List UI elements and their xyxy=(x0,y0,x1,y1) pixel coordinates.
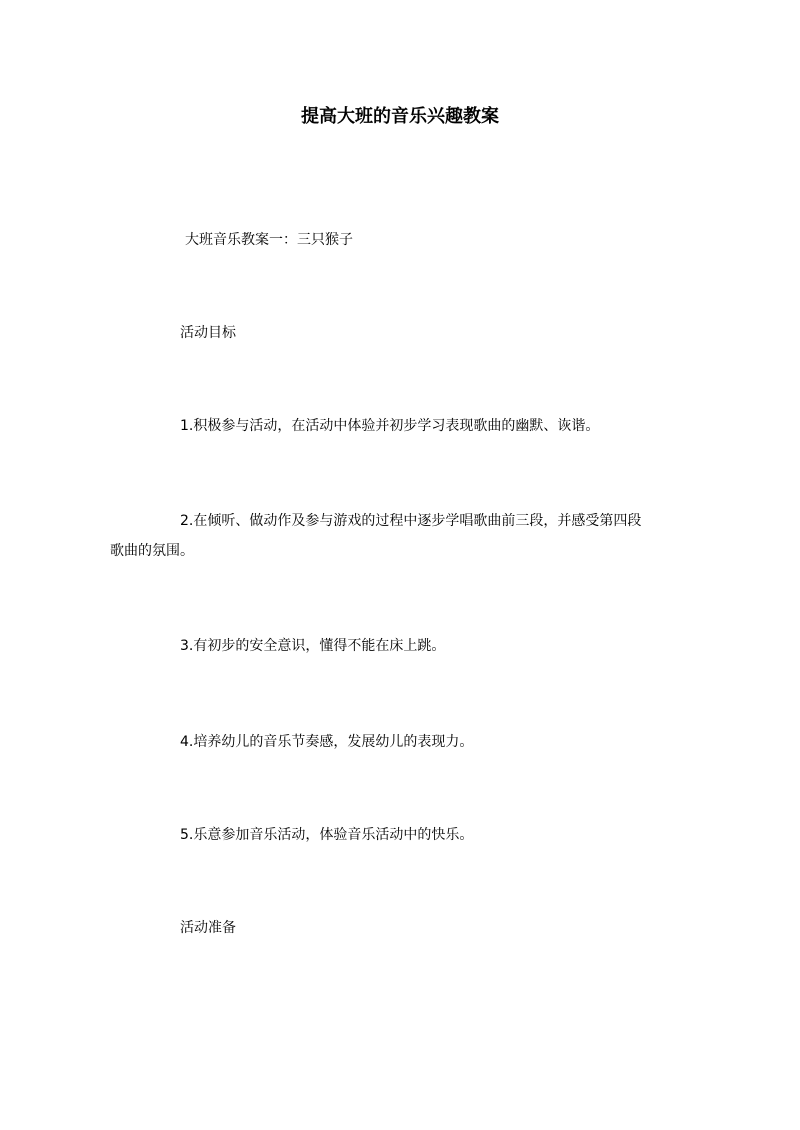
section-heading-goals: 活动目标 xyxy=(180,325,236,341)
lesson-subtitle: 大班音乐教案一：三只猴子 xyxy=(185,232,353,248)
goal-item-3: 3.有初步的安全意识，懂得不能在床上跳。 xyxy=(180,638,446,654)
goal-item-5: 5.乐意参加音乐活动，体验音乐活动中的快乐。 xyxy=(180,827,474,843)
section-heading-preparation: 活动准备 xyxy=(180,920,236,936)
document-title: 提高大班的音乐兴趣教案 xyxy=(301,106,499,127)
goal-item-4: 4.培养幼儿的音乐节奏感，发展幼儿的表现力。 xyxy=(180,734,474,750)
goal-item-2: 2.在倾听、做动作及参与游戏的过程中逐步学唱歌曲前三段，并感受第四段歌曲的氛围。 xyxy=(110,513,642,559)
goal-item-1: 1.积极参与活动，在活动中体验并初步学习表现歌曲的幽默、诙谐。 xyxy=(180,418,600,434)
